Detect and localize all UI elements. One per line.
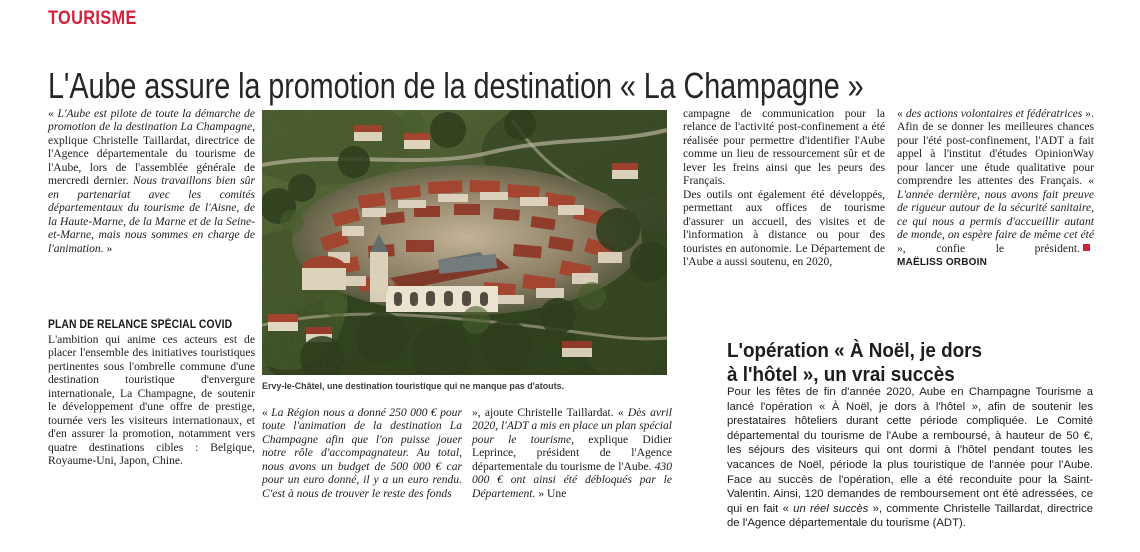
actions-quote-italic: des actions volontaires et fédératrices <box>905 107 1083 120</box>
region-quote-italic: La Région nous a donné 250 000 € pour toute l'animation de la destination La Champagne afin que l'on puisse jouer notre rôle d'accompagnateur. Au total, nous avons un budget de 500 000 € car pour un euro donné, il y a un euro rendu. C'est à nous de trouver le reste des fonds <box>262 406 462 500</box>
paragraph-adt-plan <box>472 406 672 500</box>
secondary-body-b: », commente Christelle Taillardat, directrice de l'Agence départementale du tourisme (ADT). <box>727 502 1093 530</box>
article-column-1-continued <box>48 333 255 468</box>
secondary-title-line-2: à l'hôtel », un vrai succès <box>727 363 955 386</box>
adt-quote-italic: Dès avril 2020, l'ADT a mis en place un plan spécial pour le tourisme <box>472 406 672 446</box>
paragraph-opinionway <box>897 107 1094 269</box>
byline-square-icon <box>1083 244 1090 251</box>
page-title: L'Aube assure la promotion de la destination « La Champagne » <box>48 65 864 107</box>
lead-quote-italic-2: Nous travaillons bien sûr en partenariat avec les comités départementaux du tourisme de l'Aisne, de la Haute-Marne, de la Marne et de la Seine-et-Marne, mais nous sommes en charge de l'animation. <box>48 174 255 255</box>
adt-tail: » Une <box>535 486 567 500</box>
subhead-plan-relance: PLAN DE RELANCE SPÉCIAL COVID <box>48 319 233 331</box>
secondary-divider <box>727 318 1093 319</box>
quote-open: « <box>48 107 58 120</box>
adt-amount-italic: 430 000 € ont ainsi été débloqués par le Département. <box>472 459 672 500</box>
paragraph-outils: Des outils ont également été développés, permettant aux offices de tourisme d'assurer un accueil, des visites et de l'information à distance ou pour des touristes en autonomie. Le Département de l'Aube a aussi soutenu, en 2020, <box>683 187 885 268</box>
quote-close: » <box>103 241 113 255</box>
region-attribution: », ajoute Christelle Taillardat. « <box>472 406 628 419</box>
paragraph-noel-hotel <box>727 385 1093 531</box>
quote-open-2: « <box>262 406 272 419</box>
section-kicker: TOURISME <box>48 8 137 29</box>
secondary-body-a: Pour les fêtes de fin d'année 2020, Aube en Champagne Tourisme a lancé l'opération « À Noël, je dors à l'hôtel », afin de soutenir les prestataires hôteliers durant cette période compliquée. Le Comité départemental du tourisme de l'Aube a remboursé, à hauteur de 50 €, les séjours des visiteurs qui ont dormi à l'hôtel pendant toutes les vacances de Noël, période la plus touristique de l'année pour l'Aube. Face au succès de l'opération, elle a été reconduite pour la Saint-Valentin. Ainsi, 120 demandes de remboursement ont été adressées, ce qui en fait « <box>727 386 1093 515</box>
paragraph-campagne: campagne de communication pour la relance de l'activité post-confinement a été réalisée pour permettre d'identifier l'Aube comme un lieu de ressourcement sûr et de lever les freins ainsi que les peurs des Français. <box>683 107 885 188</box>
article-column-4 <box>897 107 1094 269</box>
lead-quote-italic-1: L'Aube est pilote de toute la démarche de promotion de la destination La Champagne <box>48 107 256 134</box>
secondary-body-italic: un réel succès <box>793 502 869 515</box>
article-photo <box>262 110 667 375</box>
paragraph-lead <box>48 107 255 255</box>
president-attribution: », confie le président. <box>897 241 1080 255</box>
article-column-2-continued <box>472 406 672 500</box>
secondary-title-line-1: L'opération « À Noël, je dors <box>727 339 982 362</box>
adt-attribution: , explique Didier Leprince, président de l'Agence départementale du tourisme de l'Aube. <box>472 432 672 473</box>
opinionway-text: ». Afin de se donner les meilleures chances pour l'été post-confinement, l'ADT a fait appel à l'institut d'études OpinionWay pour lancer une étude qualitative pour comprendre les attentes des Français. « <box>897 107 1094 188</box>
aerial-village-photo <box>262 110 667 375</box>
paragraph-plan-relance: L'ambition qui anime ces acteurs est de placer l'ensemble des initiatives touristiques pertinentes sous l'ombrelle commune d'une destination touristique d'envergure internationale, La Champagne, de soutenir le développement d'une offre de prestige, tournée vers les visiteurs internationaux, et d'en assurer la promotion, notamment vers quatre destinations cibles : Belgique, Royaume-Uni, Japon, Chine. <box>48 333 255 468</box>
byline-author: MAËLISS ORBOIN <box>897 256 988 268</box>
secondary-title <box>727 339 1077 387</box>
president-quote-italic: L'année dernière, nous avons fait preuve de rigueur autour de la sécurité sanitaire, ce qui nous a permis d'accueillir autant de monde, on espère faire de même cet été <box>897 187 1094 242</box>
lead-attribution: , explique Christelle Taillardat, directrice de l'Agence départementale du tourisme de l'Aube, lors de l'assemblée générale de mercredi dernier. <box>48 120 255 188</box>
quote-open-3: « <box>897 107 906 120</box>
secondary-body <box>727 385 1093 531</box>
photo-caption: Ervy-le-Châtel, une destination touristique qui ne manque pas d'atouts. <box>262 381 565 392</box>
article-column-1 <box>48 107 255 255</box>
article-column-2 <box>262 406 462 500</box>
article-column-3 <box>683 107 885 268</box>
paragraph-region-budget <box>262 406 462 500</box>
